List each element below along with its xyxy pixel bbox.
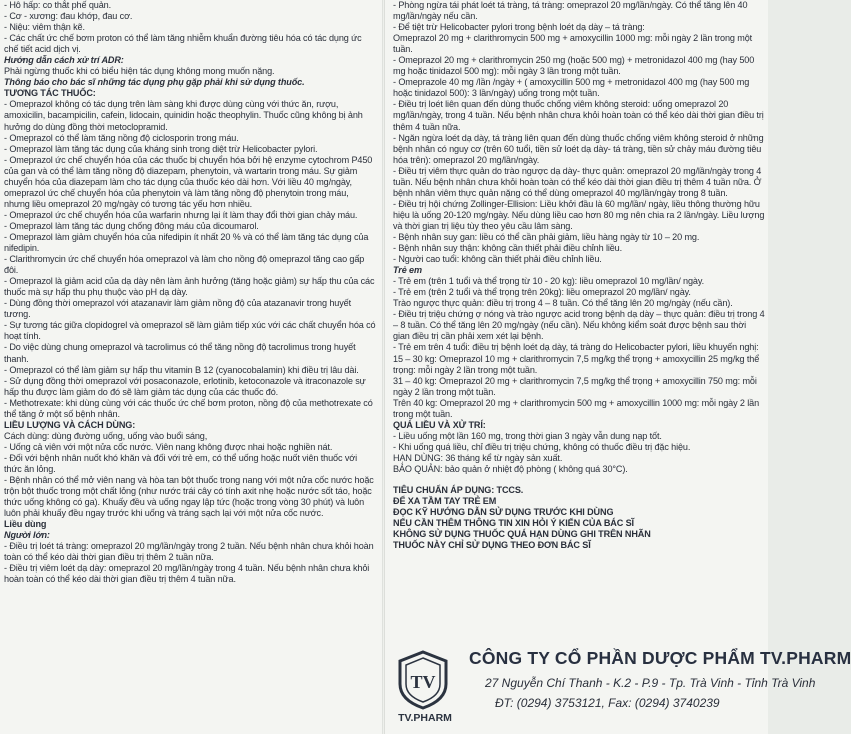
logo-mark: TV — [410, 672, 436, 692]
left-paragraph: - Omeprazol ức chế chuyển hóa của các thuốc bị chuyển hóa bởi hệ enzyme cytochrom P450 của gan và có thể làm tăng nồng độ diazepam, phenytoin, và wartarin trong máu. Sự giảm chuyển hóa của diazepam làm cho tác dụng của thuốc kéo dài hơn. Với liều 40 mg/ngày, omeprazol ức chế chuyển hóa của phenytoin và làm tăng nồng độ phenytoin trong máu, nhưng liều omeprazol 20 mg/ngày có tương tác yếu hơn nhiều. — [4, 154, 373, 209]
right-paragraph: Trào ngược thực quản: điều trị trong 4 – 8 tuần. Có thể tăng lên 20 mg/ngày (nếu cần). — [393, 298, 733, 309]
left-paragraph: - Omeprazol ức chế chuyển hóa của warfarin nhưng lại ít làm thay đổi thời gian chảy máu. — [4, 209, 358, 220]
page-fold — [382, 0, 385, 734]
right-paragraph: - Bệnh nhân suy gan: liều có thể cần phải giảm, liều hàng ngày từ 10 – 20 mg. — [393, 231, 700, 242]
left-paragraph: - Omeprazol không có tác dụng trên làm sàng khi được dùng cùng với thức ăn, rượu, amoxicilin, bacampicilin, cafein, lidocain, quinidin hoặc theophylin. Thuốc cũng không bị ảnh hưởng do dùng đồng thời metoclopramid. — [4, 99, 363, 132]
right-paragraph: Omeprazol 20 mg + clarithromycin 500 mg + amoxycillin 1000 mg: mỗi ngày 2 lần trong một tuần. — [393, 33, 753, 55]
left-paragraph: - Hô hấp: co thắt phế quản. — [4, 0, 111, 10]
logo-text: TV.PHARM — [398, 712, 452, 724]
right-paragraph: THUỐC NÀY CHỈ SỬ DỤNG THEO ĐƠN BÁC SĨ — [393, 540, 591, 551]
right-paragraph: Trên 40 kg: Omeprazol 20 mg + clarithromycin 500 mg + amoxycillin 1000 mg: mỗi ngày 2 lần trong một tuần. — [393, 397, 760, 419]
left-paragraph: Người lớn: — [4, 530, 50, 541]
left-paragraph: - Cơ - xương: đau khớp, đau cơ. — [4, 11, 133, 22]
left-paragraph: - Bệnh nhân có thể mở viên nang và hòa tan bột thuốc trong nang với một nửa cốc nước hoặc trộn bột thuốc trong một chất lỏng (như nước trái cây có tính axit nhẹ hoặc nước sốt táo, hoặc thức uống không có ga). Khuấy đều và uống ngay lập tức (hoặc trong vòng 30 phút) và luôn luôn phải khuấy đều ngay trước khi uống và tráng sạch lại với một nửa cốc nước. — [4, 475, 374, 519]
right-paragraph: NẾU CẦN THÊM THÔNG TIN XIN HỎI Ý KIẾN CỦA BÁC SĨ — [393, 518, 634, 529]
right-paragraph: 15 – 30 kg: Omeprazol 10 mg + clarithromycin 7,5 mg/kg thể trọng + amoxycillin 25 mg/kg thể trọng: mỗi ngày 2 lần trong một tuần. — [393, 353, 760, 375]
left-paragraph: - Sử dụng đồng thời omeprazol với posaconazole, erlotinib, ketoconazole và itraconazole sự hấp thu được làm giảm do đó sẽ làm giảm tác dụng của các thuốc đó. — [4, 375, 366, 397]
company-phone: ĐT: (0294) 3753121, Fax: (0294) 3740239 — [495, 696, 720, 710]
tv-pharm-logo — [397, 650, 449, 710]
right-paragraph: 31 – 40 kg: Omeprazol 20 mg + clarithromycin 7,5 mg/kg thể trọng + amoxycillin 750 mg: mỗi ngày 2 lần trong một tuần. — [393, 375, 757, 397]
right-paragraph: - Điều trị viêm thực quản do trào ngược dạ dày- thực quản: omeprazol 20 mg/lần/ngày trong 4 tuần. Nếu bệnh nhân chưa khỏi hoàn toàn có thể kéo dài thời gian điều trị thêm 4 tuần nữa. Ở bệnh nhân viêm thực quản nặng có thể dùng omeprazol 40 mg/lần/ngày trong 8 tuần. — [393, 165, 762, 198]
left-paragraph: - Omeprazol có thể làm tăng nồng độ ciclosporin trong máu. — [4, 132, 239, 143]
left-paragraph: - Omeprazol làm tăng tác dụng của kháng sinh trong diệt trừ Helicobacter pylori. — [4, 143, 318, 154]
left-paragraph: - Đối với bệnh nhân nuốt khó khăn và đối với trẻ em, có thể uống hoặc nuốt viên thuốc với thức ăn lỏng. — [4, 452, 357, 474]
right-paragraph: - Omeprazole 40 mg /lần /ngày + ( amoxycillin 500 mg + metronidazol 400 mg (hay 500 mg hoặc tinidazol 500): 3 lần/ngày) uống trong một tuần. — [393, 77, 750, 99]
right-paragraph: - Liều uống một lần 160 mg, trong thời gian 3 ngày vẫn dung nạp tốt. — [393, 430, 662, 441]
left-paragraph: - Omeprazol làm tăng tác dụng chống đông máu của dicoumarol. — [4, 220, 259, 231]
left-paragraph: - Omeprazol làm giảm chuyển hóa của nifedipin ít nhất 20 % và có thể làm tăng tác dụng của nifedipin. — [4, 231, 369, 254]
right-paragraph: - Trẻ em (trên 1 tuổi và thể trọng từ 10 - 20 kg): liều omeprazol 10 mg/lần/ ngày. — [393, 276, 704, 287]
left-paragraph: - Uống cả viên với một nửa cốc nước. Viên nang không được nhai hoặc nghiền nát. — [4, 441, 333, 452]
right-paragraph — [393, 475, 765, 485]
left-paragraph: Hướng dẫn cách xử trí ADR: — [4, 55, 124, 66]
right-paragraph: HẠN DÙNG: 36 tháng kể từ ngày sản xuất. — [393, 452, 563, 463]
company-footer — [393, 642, 851, 734]
left-paragraph: - Điều trị loét tá tràng: omeprazol 20 mg/lần/ngày trong 2 tuần. Nếu bệnh nhân chưa khỏi hoàn toàn có thể kéo dài thời gian điều trị thêm 2 tuần nữa. — [4, 541, 374, 563]
left-column — [4, 0, 376, 734]
left-paragraph: - Dùng đồng thời omeprazol với atazanavir làm giảm nồng độ của atazanavir trong huyết tương. — [4, 298, 351, 320]
right-paragraph: - Ngăn ngừa loét dạ dày, tá tràng liên quan đến dùng thuốc chống viêm không steroid ở những bệnh nhân có nguy cơ (trên 60 tuổi, tiền sử loét dạ dày- tá tràng, tiền sử chảy máu đường tiêu hóa trên): omeprazol 20 mg/lần/ngày. — [393, 132, 764, 165]
left-paragraph: Liều dùng — [4, 519, 47, 530]
right-paragraph: - Điều trị triệu chứng ợ nóng và trào ngược acid trong bệnh dạ dày – thực quản: điều trị trong 4 – 8 tuần. Có thể tăng lên 20 mg/ngày (nếu cần). Nếu không kiểm soát được bệnh sau thời gian điều trị cần phải xem xét lại bệnh. — [393, 309, 765, 342]
left-paragraph: - Do việc dùng chung omeprazol và tacrolimus có thể tăng nồng độ tacrolimus trong huyết thanh. — [4, 342, 356, 364]
right-paragraph: - Người cao tuổi: không cần thiết phải điều chỉnh liều. — [393, 254, 602, 265]
right-paragraph: - Điều trị loét liên quan đến dùng thuốc chống viêm không steroid: uống omeprazol 20 mg/lần/ngày, trong 4 tuần. Nếu bệnh nhân chưa khỏi hoàn toàn có thể kéo dài thời gian điều trị thêm 4 tuần nữa. — [393, 99, 764, 132]
left-paragraph: - Omeprazol có thể làm giảm sự hấp thu vitamin B 12 (cyanocobalamin) khi điều trị lâu dài. — [4, 364, 359, 375]
right-paragraph: ĐỂ XA TẦM TAY TRẺ EM — [393, 496, 497, 507]
left-paragraph: - Clarithromycin ức chế chuyển hóa omeprazol và làm cho nồng độ omeprazol tăng cao gấp đôi. — [4, 254, 365, 276]
right-paragraph: - Trẻ em trên 4 tuổi: điều trị bệnh loét dạ dày, tá tràng do Helicobacter pylori, liều khuyến nghị: — [393, 342, 759, 353]
right-paragraph: - Khi uống quá liều, chỉ điều trị triệu chứng, không có thuốc điều trị đặc hiệu. — [393, 441, 691, 452]
right-paragraph: - Bệnh nhân suy thận: không cần thiết phải điều chỉnh liều. — [393, 243, 623, 254]
left-paragraph: - Sự tương tác giữa clopidogrel và omeprazol sẽ làm giảm tiếp xúc với các chất chuyển hóa có hoạt tính. — [4, 320, 376, 342]
left-paragraph: Thông báo cho bác sĩ những tác dụng phụ gặp phải khi sử dụng thuốc. — [4, 77, 305, 88]
left-paragraph: LIỀU LƯỢNG VÀ CÁCH DÙNG: — [4, 419, 136, 430]
left-paragraph: - Các chất ức chế bơm proton có thể làm tăng nhiễm khuẩn đường tiêu hóa có tác dụng ức chế tiết acid dịch vị. — [4, 33, 362, 55]
left-paragraph: - Niệu: viêm thận kẽ. — [4, 22, 85, 33]
left-paragraph: Phải ngừng thuốc khi có biểu hiện tác dụng không mong muốn nặng. — [4, 66, 275, 77]
left-paragraph: - Methotrexate: khi dùng cùng với các thuốc ức chế bơm proton, nồng độ của methotrexate có thể tăng ở một số bệnh nhân. — [4, 397, 373, 419]
right-column — [393, 0, 765, 734]
right-paragraph: - Điều trị hội chứng Zollinger-Ellision: Liều khởi đầu là 60 mg/lần/ ngày, liều thông thường hữu hiệu là uống 20-120 mg/ngày. Nếu dùng liều cao hơn 80 mg nên chia ra 2 lần/ngày. Liều lượng và thời gian trị liệu tùy theo yêu cầu lâm sàng. — [393, 198, 765, 231]
right-paragraph: Trẻ em — [393, 265, 422, 276]
right-paragraph: - Phòng ngừa tái phát loét tá tràng, tá tràng: omeprazol 20 mg/lần/ngày. Có thể tăng lên 40 mg/lần/ngày nếu cần. — [393, 0, 748, 22]
right-paragraph: ĐỌC KỸ HƯỚNG DẪN SỬ DỤNG TRƯỚC KHI DÙNG — [393, 507, 614, 518]
right-paragraph: BẢO QUẢN: bảo quản ở nhiệt độ phòng ( không quá 30°C). — [393, 463, 628, 474]
right-paragraph: - Trẻ em (trên 2 tuổi và thể trọng trên 20kg): liều omeprazol 20 mg/lần/ ngày. — [393, 287, 691, 298]
left-paragraph: Cách dùng: dùng đường uống, uống vào buổi sáng, — [4, 430, 208, 441]
right-paragraph: - Để tiệt trừ Helicobacter pylori trong bệnh loét dạ dày – tá tràng: — [393, 22, 645, 33]
company-address: 27 Nguyễn Chí Thanh - K.2 - P.9 - Tp. Trà Vinh - Tỉnh Trà Vinh — [485, 676, 816, 690]
left-paragraph: TƯƠNG TÁC THUỐC: — [4, 88, 96, 99]
left-paragraph: - Điều trị viêm loét dạ dày: omeprazol 20 mg/lần/ngày trong 4 tuần. Nếu bệnh nhân chưa khỏi hoàn toàn có thể kéo dài thời gian điều trị thêm 4 tuần nữa. — [4, 563, 370, 585]
right-paragraph: QUÁ LIỀU VÀ XỬ TRÍ: — [393, 419, 486, 430]
right-paragraph: KHÔNG SỬ DỤNG THUỐC QUÁ HẠN DÙNG GHI TRÊN NHÃN — [393, 529, 651, 540]
right-paragraph: TIÊU CHUẨN ÁP DỤNG: TCCS. — [393, 485, 524, 496]
left-paragraph: - Omeprazol là giảm acid của dạ dày nên làm ảnh hưởng (tăng hoặc giảm) sự hấp thu của các thuốc mà sự hấp thu phụ thuộc vào pH dạ dày. — [4, 276, 375, 298]
company-name: CÔNG TY CỔ PHẦN DƯỢC PHẨM TV.PHARM — [469, 648, 851, 668]
right-paragraph: - Omeprazol 20 mg + clarithromycin 250 mg (hoặc 500 mg) + metronidazol 400 mg (hay 500 mg hoặc tinidazol 500 mg): mỗi ngày 3 lần trong một tuần. — [393, 55, 755, 77]
